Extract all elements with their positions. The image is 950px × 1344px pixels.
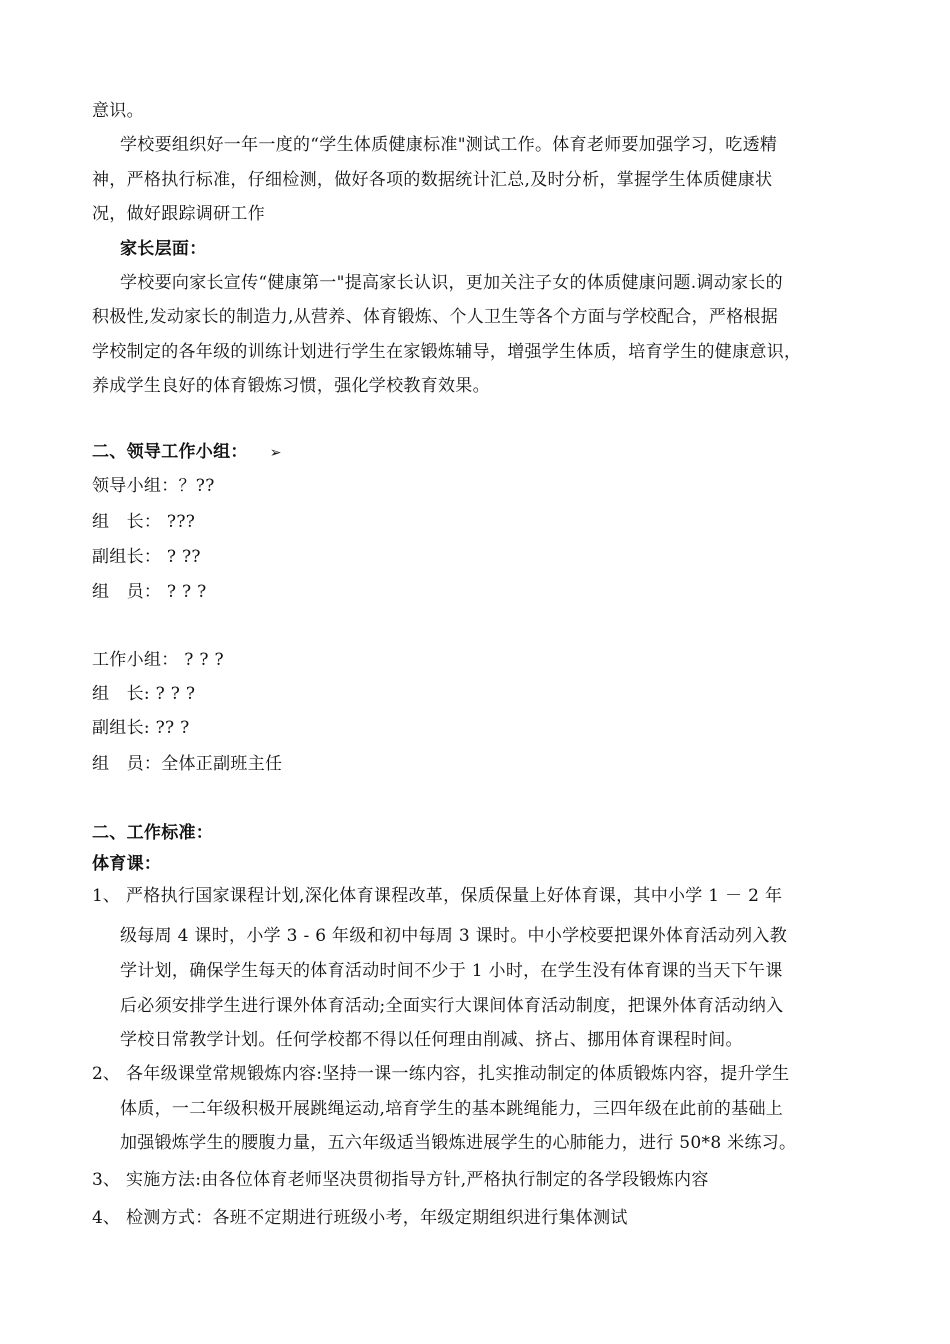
list-item: 副组长: ?? ? <box>92 718 190 738</box>
list-number: 4、 <box>92 1208 120 1228</box>
paragraph-line: 学校要组织好一年一度的“学生体质健康标准"测试工作。体育老师要加强学习，吃透精 <box>120 135 778 155</box>
arrow-bullet-icon: ➢ <box>269 445 282 461</box>
list-item-text: 后必须安排学生进行课外体育活动;全面实行大课间体育活动制度，把课外体育活动纳入 <box>120 996 784 1016</box>
section-heading-standards: 二、工作标准： <box>92 823 214 843</box>
list-item: 工作小组： ? ? ? <box>92 650 224 670</box>
list-number: 2、 <box>92 1064 120 1084</box>
paragraph-line: 神，严格执行标准，仔细检测，做好各项的数据统计汇总,及时分析，掌握学生体质健康状 <box>92 170 773 190</box>
list-number: 3、 <box>92 1170 120 1190</box>
list-item: 领导小组：？?? <box>92 476 215 496</box>
list-item-text: 级每周 4 课时，小学 3 - 6 年级和初中每周 3 课时。中小学校要把课外体育活动列入教 <box>120 926 788 946</box>
paragraph-line: 积极性,发动家长的制造力,从营养、体育锻炼、个人卫生等各个方面与学校配合，严格根据 <box>92 307 779 327</box>
paragraph-line: 况，做好跟踪调研工作 <box>92 204 265 224</box>
list-item: 副组长： ? ?? <box>92 547 201 567</box>
list-item-text: 体质，一二年级积极开展跳绳运动,培育学生的基本跳绳能力，三四年级在此前的基础上 <box>120 1099 784 1119</box>
list-item: 组 员：全体正副班主任 <box>92 754 283 774</box>
paragraph-line: 意识。 <box>92 101 144 121</box>
paragraph-line: 学校制定的各年级的训练计划进行学生在家锻炼辅导，增强学生体质，培育学生的健康意识， <box>92 342 802 362</box>
section-heading-parents: 家长层面： <box>120 239 207 259</box>
paragraph-line: 养成学生良好的体育锻炼习惯，强化学校教育效果。 <box>92 376 490 396</box>
list-item: 组 长: ? ? ? <box>92 684 196 704</box>
list-item-text: 学校日常教学计划。任何学校都不得以任何理由削减、挤占、挪用体育课程时间。 <box>120 1030 743 1050</box>
section-heading-text: 二、领导工作小组： <box>92 442 248 462</box>
list-item: 组 员： ? ? ? <box>92 582 207 602</box>
list-item-text: 检测方式：各班不定期进行班级小考，年级定期组织进行集体测试 <box>126 1208 628 1228</box>
subheading-pe-class: 体育课： <box>92 854 162 874</box>
list-item-text: 加强锻炼学生的腰腹力量，五六年级适当锻炼进展学生的心肺能力，进行 50*8 米练习。 <box>120 1133 797 1153</box>
list-item-text: 各年级课堂常规锻炼内容:坚持一课一练内容，扎实推动制定的体质锻炼内容，提升学生 <box>126 1064 790 1084</box>
list-item-text: 实施方法:由各位体育老师坚决贯彻指导方针,严格执行制定的各学段锻炼内容 <box>126 1170 709 1190</box>
list-item-text: 严格执行国家课程计划,深化体育课程改革，保质保量上好体育课，其中小学 1 － 2 年 <box>126 886 783 906</box>
list-item: 组 长： ??? <box>92 512 196 532</box>
section-heading-leadership <box>92 440 282 465</box>
paragraph-line: 学校要向家长宣传“健康第一"提高家长认识，更加关注子女的体质健康问题.调动家长的 <box>120 273 783 293</box>
list-number: 1、 <box>92 886 120 906</box>
list-item-text: 学计划，确保学生每天的体育活动时间不少于 1 小时，在学生没有体育课的当天下午课 <box>120 961 783 981</box>
